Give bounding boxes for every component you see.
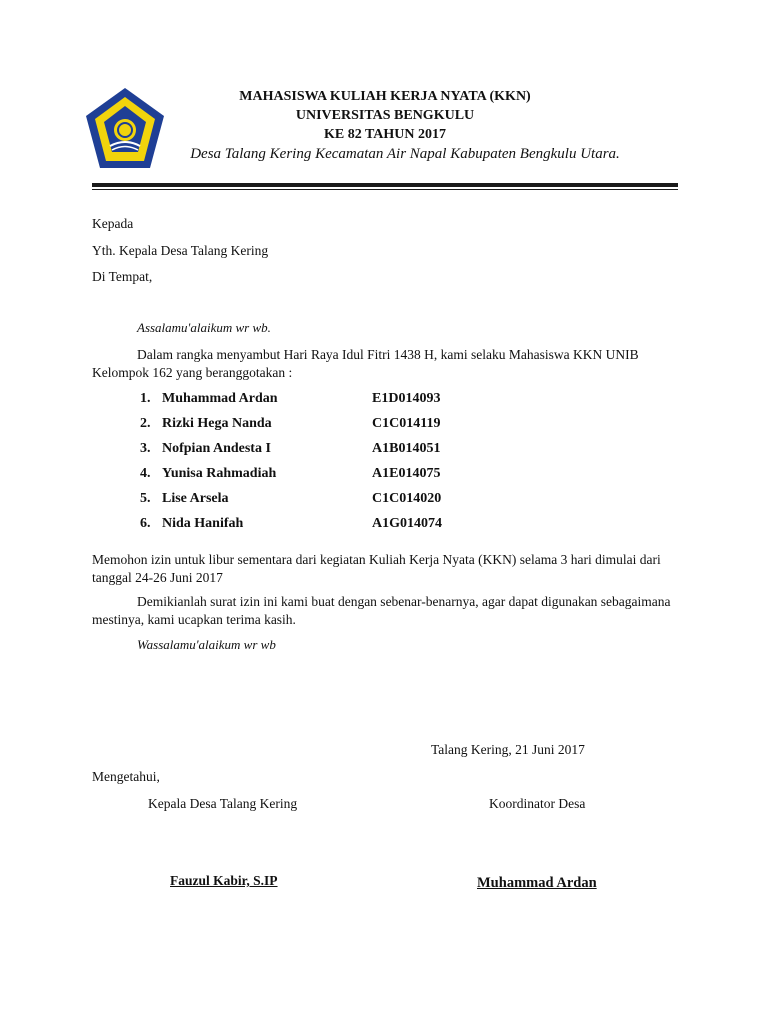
member-nim: A1B014051 xyxy=(372,441,441,456)
member-row xyxy=(140,514,560,534)
greeting: Assalamu'alaikum wr wb. xyxy=(137,320,271,335)
member-row xyxy=(140,464,560,484)
member-nim: A1G014074 xyxy=(372,516,442,531)
recipient-place: Di Tempat, xyxy=(92,269,153,284)
right-signatory-name: Muhammad Ardan xyxy=(477,875,597,891)
intro-paragraph: Dalam rangka menyambut Hari Raya Idul Fitri 1438 H, kami selaku Mahasiswa KKN UNIB Kelompok 162 yang beranggotakan : xyxy=(92,347,639,380)
member-nim: C1C014020 xyxy=(372,491,442,506)
right-signatory-title: Koordinator Desa xyxy=(489,796,586,811)
header-line-3: KE 82 TAHUN 2017 xyxy=(324,127,446,142)
member-nim: E1D014093 xyxy=(372,391,441,406)
member-number: 3. xyxy=(140,441,151,456)
farewell: Wassalamu'alaikum wr wb xyxy=(137,637,276,652)
recipient-to: Kepada xyxy=(92,216,134,231)
header-address: Desa Talang Kering Kecamatan Air Napal Kabupaten Bengkulu Utara. xyxy=(190,146,620,162)
member-number: 1. xyxy=(140,391,151,406)
member-number: 4. xyxy=(140,466,151,481)
left-signatory-title: Kepala Desa Talang Kering xyxy=(148,796,298,811)
member-nim: A1E014075 xyxy=(372,466,441,481)
member-row xyxy=(140,489,560,509)
member-name: Yunisa Rahmadiah xyxy=(162,466,277,481)
recipient-name: Yth. Kepala Desa Talang Kering xyxy=(92,243,269,258)
request-paragraph: Memohon izin untuk libur sementara dari kegiatan Kuliah Kerja Nyata (KKN) selama 3 hari dimulai dari tanggal 24-26 Juni 2017 xyxy=(92,552,661,585)
member-name: Muhammad Ardan xyxy=(162,391,278,406)
header-divider-thin xyxy=(92,189,678,190)
member-number: 2. xyxy=(140,416,151,431)
member-number: 6. xyxy=(140,516,151,531)
left-signatory-name: Fauzul Kabir, S.IP xyxy=(170,873,278,888)
member-row xyxy=(140,389,560,409)
member-name: Nida Hanifah xyxy=(162,516,244,531)
place-date: Talang Kering, 21 Juni 2017 xyxy=(431,742,585,757)
member-name: Rizki Hega Nanda xyxy=(162,416,272,431)
closing-paragraph: Demikianlah surat izin ini kami buat dengan sebenar-benarnya, agar dapat digunakan sebagaimana mestinya, kami ucapkan terima kasih. xyxy=(92,594,671,627)
member-row xyxy=(140,414,560,434)
header-line-1: MAHASISWA KULIAH KERJA NYATA (KKN) xyxy=(239,89,531,104)
member-nim: C1C014119 xyxy=(372,416,441,431)
member-number: 5. xyxy=(140,491,151,506)
member-row xyxy=(140,439,560,459)
acknowledged-label: Mengetahui, xyxy=(92,769,160,784)
header-divider-thick xyxy=(92,183,678,187)
member-name: Lise Arsela xyxy=(162,491,229,506)
header-line-2: UNIVERSITAS BENGKULU xyxy=(295,108,475,123)
member-name: Nofpian Andesta I xyxy=(162,441,271,456)
